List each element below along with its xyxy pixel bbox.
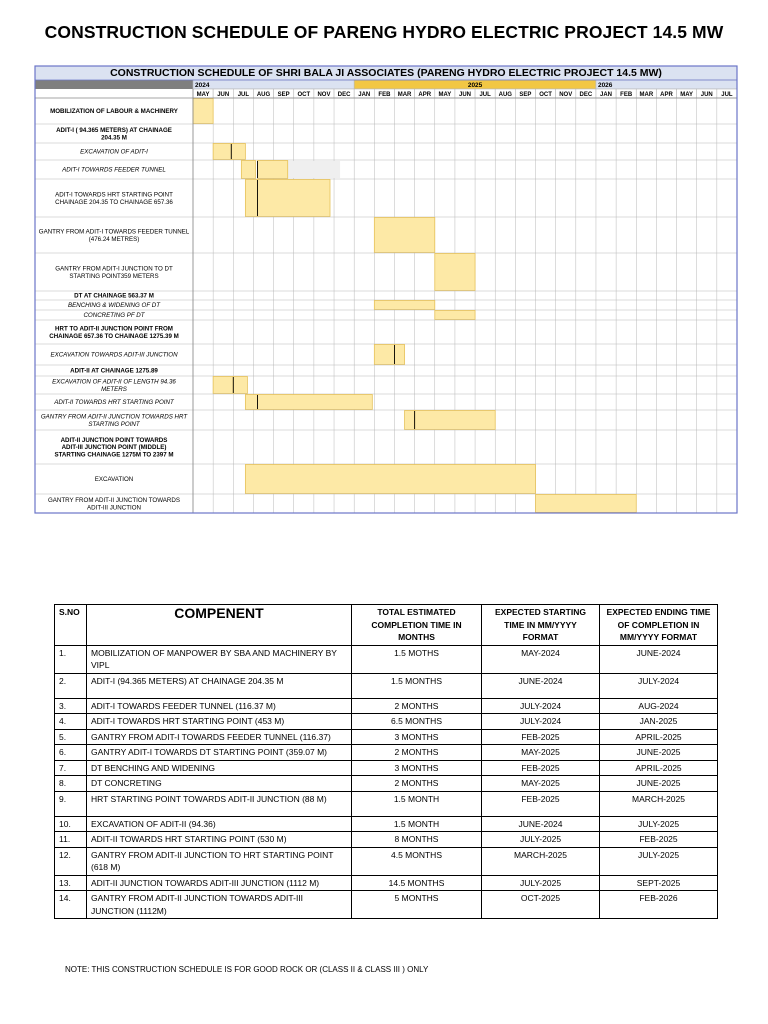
gantt-row-label-line: METERS	[101, 385, 127, 393]
gantt-row-label-line: GANTRY FROM ADIT-II JUNCTION TOWARDS	[47, 497, 181, 504]
component-cell: GANTRY FROM ADIT-I TOWARDS FEEDER TUNNEL (116.37)	[87, 729, 352, 745]
table-row	[55, 791, 718, 816]
sno-cell: 12.	[55, 847, 87, 875]
gantt-bar	[257, 161, 287, 179]
component-table	[54, 604, 718, 919]
gantt-title: CONSTRUCTION SCHEDULE OF SHRI BALA JI ASSOCIATES (PARENG HYDRO ELECTRIC PROJECT 14.5 MW)	[110, 67, 662, 79]
start-time-cell: JUNE-2024	[482, 816, 600, 832]
total-time-cell: 3 MONTHS	[352, 760, 482, 776]
total-time-cell: 4.5 MONTHS	[352, 847, 482, 875]
total-time-cell: 1.5 MONTH	[352, 791, 482, 816]
end-time-cell: AUG-2024	[600, 698, 718, 714]
sno-cell: 3.	[55, 698, 87, 714]
table-row	[55, 673, 718, 698]
gantt-bar	[213, 377, 233, 394]
table-row	[55, 760, 718, 776]
end-time-cell: APRIL-2025	[600, 729, 718, 745]
gantt-bar	[374, 345, 394, 365]
month-label: JUL	[479, 92, 491, 98]
gantt-bar	[245, 395, 257, 410]
year-cell	[596, 80, 737, 89]
gantt-bar	[241, 161, 255, 179]
sno-cell: 9.	[55, 791, 87, 816]
gantt-row-label	[41, 414, 189, 428]
header-total-time: TOTAL ESTIMATED COMPLETION TIME IN MONTHS	[352, 605, 482, 646]
start-time-cell: OCT-2025	[482, 891, 600, 919]
sno-cell: 6.	[55, 745, 87, 761]
gantt-row-label-line: 204.35 M	[101, 134, 127, 142]
month-label: JUN	[458, 92, 472, 98]
header-end-time: EXPECTED ENDING TIME OF COMPLETION IN MM/YYYY FORMAT	[600, 605, 718, 646]
gantt-row-label-line: STARTING POINT	[88, 420, 140, 428]
gantt-bar	[405, 411, 415, 430]
header-sno: S.NO	[55, 605, 87, 646]
table-row	[55, 776, 718, 792]
month-label: APR	[418, 92, 432, 98]
table-row	[55, 816, 718, 832]
year-label: 2026	[597, 82, 613, 89]
gantt-row-label-line: BENCHING & WIDENING OF DT	[67, 302, 161, 310]
gantt-row-label	[83, 312, 145, 319]
month-label: JUN	[217, 92, 230, 98]
table-row	[55, 729, 718, 745]
month-label: DEC	[579, 92, 593, 98]
gantt-row-label-line: ADIT-I TOWARDS HRT STARTING POINT	[55, 191, 173, 199]
sno-cell: 8.	[55, 776, 87, 792]
gantt-row-label	[95, 476, 134, 483]
end-time-cell: APRIL-2025	[600, 760, 718, 776]
gantt-row-label	[74, 293, 154, 300]
gantt-row-label	[68, 302, 161, 309]
start-time-cell: FEB-2025	[482, 760, 600, 776]
gantt-row-label	[39, 229, 190, 243]
component-cell: HRT STARTING POINT TOWARDS ADIT-II JUNCTION (88 M)	[87, 791, 352, 816]
end-time-cell: JULY-2024	[600, 673, 718, 698]
month-label: OCT	[297, 92, 311, 98]
component-cell: ADIT-II TOWARDS HRT STARTING POINT (530 M)	[87, 832, 352, 848]
gantt-row-label-line: ADIT-I TOWARDS FEEDER TUNNEL	[62, 166, 166, 174]
gantt-row-label-line: ADIT-I ( 94.365 METERS) AT CHAINAGE	[56, 127, 172, 134]
gantt-bar	[536, 495, 637, 513]
gantt-row-label-line: CHAINAGE 204.35 TO CHAINAGE 657.36	[55, 198, 173, 206]
gantt-bar	[193, 99, 213, 124]
month-label: DEC	[337, 92, 351, 98]
footnote: NOTE: THIS CONSTRUCTION SCHEDULE IS FOR GOOD ROCK OR (CLASS II & CLASS III ) ONLY	[65, 965, 429, 974]
start-time-cell: JULY-2025	[482, 832, 600, 848]
component-cell: EXCAVATION OF ADIT-II (94.36)	[87, 816, 352, 832]
gantt-bar	[245, 465, 535, 494]
total-time-cell: 3 MONTHS	[352, 729, 482, 745]
start-time-cell: MAY-2025	[482, 745, 600, 761]
component-cell: MOBILIZATION OF MANPOWER BY SBA AND MACHINERY BY VIPL	[87, 645, 352, 673]
gantt-row-label	[50, 352, 178, 359]
gantt-row-label	[61, 167, 166, 174]
table-header-row	[55, 605, 718, 646]
start-time-cell: JULY-2024	[482, 698, 600, 714]
gantt-row-label-line: STARTING POINT359 METERS	[69, 272, 159, 280]
table-row	[55, 645, 718, 673]
total-time-cell: 2 MONTHS	[352, 745, 482, 761]
year-label: 2025	[467, 82, 483, 89]
gantt-row-label	[52, 379, 176, 393]
component-cell: ADIT-I (94.365 METERS) AT CHAINAGE 204.35 M	[87, 673, 352, 698]
month-label: MAR	[639, 92, 654, 98]
gantt-row-label-line: EXCAVATION OF ADIT-II OF LENGTH 94.36	[52, 378, 176, 386]
month-label: AUG	[498, 92, 512, 98]
gantt-row-label-line: STARTING CHAINAGE 1275M TO 2397 M	[54, 451, 174, 459]
component-cell: ADIT-I TOWARDS HRT STARTING POINT (453 M)	[87, 714, 352, 730]
total-time-cell: 5 MONTHS	[352, 891, 482, 919]
table-row	[55, 832, 718, 848]
sno-cell: 7.	[55, 760, 87, 776]
start-time-cell: MAY-2024	[482, 645, 600, 673]
component-cell: GANTRY FROM ADIT-II JUNCTION TOWARDS ADIT-III JUNCTION (1112M)	[87, 891, 352, 919]
total-time-cell: 1.5 MOTHS	[352, 645, 482, 673]
page-title: CONSTRUCTION SCHEDULE OF PARENG HYDRO ELECTRIC PROJECT 14.5 MW	[44, 22, 724, 42]
total-time-cell: 2 MONTHS	[352, 698, 482, 714]
gantt-bar	[257, 395, 372, 410]
gantt-bar	[415, 411, 496, 430]
gantt-row-label-line: ADIT-II AT CHAINAGE 1275.89	[70, 367, 158, 375]
sno-cell: 10.	[55, 816, 87, 832]
component-cell: GANTRY ADIT-I TOWARDS DT STARTING POINT (359.07 M)	[87, 745, 352, 761]
table-row	[55, 847, 718, 875]
sno-cell: 11.	[55, 832, 87, 848]
end-time-cell: JUNE-2025	[600, 745, 718, 761]
sno-cell: 5.	[55, 729, 87, 745]
gantt-row-label	[55, 266, 173, 280]
start-time-cell: JULY-2024	[482, 714, 600, 730]
table-row	[55, 891, 718, 919]
month-label: MAY	[196, 92, 210, 98]
start-time-cell: FEB-2025	[482, 791, 600, 816]
end-time-cell: JULY-2025	[600, 816, 718, 832]
gantt-bar	[257, 180, 330, 217]
total-time-cell: 6.5 MONTHS	[352, 714, 482, 730]
gantt-row-label-line: ADIT-II TOWARDS HRT STARTING POINT	[54, 399, 174, 407]
gantt-row-label-line: GANTRY FROM ADIT-I JUNCTION TO DT	[55, 265, 173, 273]
month-label: FEB	[378, 92, 391, 98]
gantt-row-label-line: HRT TO ADIT-II JUNCTION POINT FROM	[55, 325, 173, 333]
sno-cell: 4.	[55, 714, 87, 730]
gantt-row-label	[53, 399, 175, 406]
gantt-row-label	[80, 149, 148, 156]
start-time-cell: MARCH-2025	[482, 847, 600, 875]
month-label: MAR	[397, 92, 412, 98]
year-cell	[193, 80, 354, 89]
start-time-cell: MAY-2025	[482, 776, 600, 792]
gantt-row-label-line: CONCRETING PF DT	[83, 312, 145, 320]
gantt-bar	[231, 144, 245, 160]
month-label: JAN	[600, 92, 613, 98]
gantt-bar	[213, 144, 233, 160]
table-row	[55, 875, 718, 891]
start-time-cell: FEB-2025	[482, 729, 600, 745]
total-time-cell: 2 MONTHS	[352, 776, 482, 792]
month-label: JAN	[358, 92, 371, 98]
end-time-cell: FEB-2025	[600, 832, 718, 848]
gantt-row-label-line: GANTRY FROM ADIT-I TOWARDS FEEDER TUNNEL	[38, 228, 190, 236]
gantt-row-label-line: GANTRY FROM ADIT-II JUNCTION TOWARDS HRT	[40, 413, 188, 421]
gantt-row-label-line: ADIT-III JUNCTION	[87, 504, 141, 512]
gantt-bar	[233, 377, 247, 394]
end-time-cell: JUNE-2025	[600, 776, 718, 792]
gantt-row-label	[50, 108, 179, 115]
end-time-cell: FEB-2026	[600, 891, 718, 919]
month-label: AUG	[256, 92, 271, 98]
year-label: 2024	[195, 82, 210, 89]
gantt-row-label	[56, 127, 172, 141]
month-label: SEP	[277, 92, 290, 98]
month-label: SEP	[519, 92, 532, 98]
component-cell: ADIT-II JUNCTION TOWARDS ADIT-III JUNCTION (1112 M)	[87, 875, 352, 891]
table-row	[55, 745, 718, 761]
gantt-bar	[374, 301, 434, 310]
gantt-label-band	[35, 80, 193, 89]
start-time-cell: JULY-2025	[482, 875, 600, 891]
sno-cell: 14.	[55, 891, 87, 919]
total-time-cell: 14.5 MONTHS	[352, 875, 482, 891]
header-start-time: EXPECTED STARTING TIME IN MM/YYYY FORMAT	[482, 605, 600, 646]
gantt-bar	[394, 345, 404, 365]
gantt-row-label-line: (476.24 METRES)	[88, 235, 140, 243]
gantt-row-label-line: DT AT CHAINAGE 563.37 M	[74, 292, 154, 300]
month-label: APR	[660, 92, 673, 98]
month-label: JUN	[700, 92, 713, 98]
end-time-cell: MARCH-2025	[600, 791, 718, 816]
gantt-row-label	[54, 437, 173, 459]
gantt-row-label-line: ADIT-II JUNCTION POINT TOWARDS	[60, 436, 168, 444]
month-label: FEB	[620, 92, 633, 98]
gantt-bar	[245, 180, 257, 217]
end-time-cell: JULY-2025	[600, 847, 718, 875]
month-label: OCT	[539, 92, 552, 98]
gantt-row-label	[49, 326, 179, 340]
month-label: NOV	[559, 92, 573, 98]
sno-cell: 1.	[55, 645, 87, 673]
gantt-row-label	[48, 497, 180, 511]
gantt-row-label-line: EXCAVATION TOWARDS ADIT-III JUNCTION	[50, 351, 178, 359]
gantt-row-label-line: CHAINAGE 657.36 TO CHAINAGE 1275.39 M	[49, 332, 179, 340]
gantt-bar	[435, 311, 475, 320]
table-row	[55, 714, 718, 730]
month-label: JUL	[721, 92, 733, 98]
gantt-row-label-line: EXCAVATION OF ADIT-I	[80, 148, 148, 156]
gantt-row-label	[70, 368, 158, 375]
table-row	[55, 698, 718, 714]
component-cell: ADIT-I TOWARDS FEEDER TUNNEL (116.37 M)	[87, 698, 352, 714]
end-time-cell: SEPT-2025	[600, 875, 718, 891]
header-component: COMPENENT	[87, 605, 352, 646]
total-time-cell: 1.5 MONTHS	[352, 673, 482, 698]
start-time-cell: JUNE-2024	[482, 673, 600, 698]
total-time-cell: 1.5 MONTH	[352, 816, 482, 832]
component-cell: DT BENCHING AND WIDENING	[87, 760, 352, 776]
end-time-cell: JUNE-2024	[600, 645, 718, 673]
total-time-cell: 8 MONTHS	[352, 832, 482, 848]
month-label: MAY	[680, 92, 694, 98]
month-label: JUL	[237, 92, 250, 98]
component-cell: DT CONCRETING	[87, 776, 352, 792]
gantt-bar	[435, 254, 475, 291]
month-label: NOV	[317, 92, 331, 98]
month-label: MAY	[438, 92, 452, 98]
gantt-bar	[374, 218, 434, 253]
component-cell: GANTRY FROM ADIT-II JUNCTION TO HRT STARTING POINT (618 M)	[87, 847, 352, 875]
gantt-pending-bar	[288, 161, 340, 178]
gantt-row-label	[55, 192, 173, 206]
end-time-cell: JAN-2025	[600, 714, 718, 730]
gantt-row-label-line: EXCAVATION	[94, 476, 134, 484]
gantt-row-label-line: ADIT-III JUNCTION POINT (MIDDLE)	[61, 444, 167, 452]
gantt-row-label-line: MOBILIZATION OF LABOUR & MACHINERY	[50, 108, 178, 116]
sno-cell: 2.	[55, 673, 87, 698]
sno-cell: 13.	[55, 875, 87, 891]
